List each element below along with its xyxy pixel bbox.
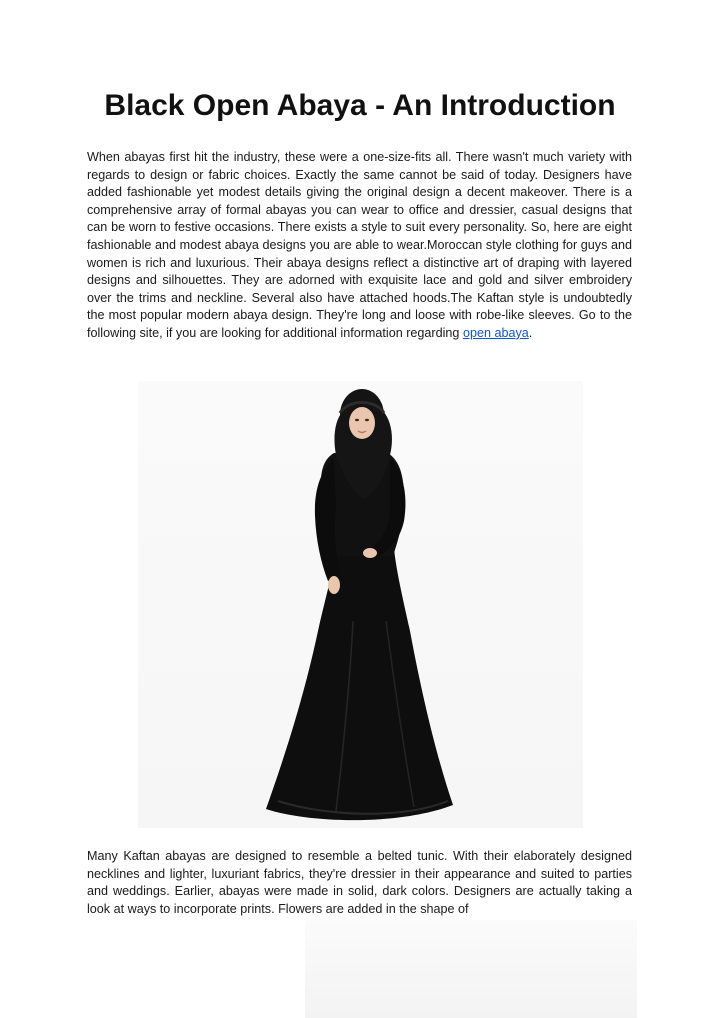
intro-paragraph-text: When abayas first hit the industry, these were a one-size-fits all. There wasn't much variety with regards to design or fabric choices. Exactly the same cannot be said of today. Designers have added fashionable yet modest details giving the original design a decent makeover. There is a comprehensive array of formal abayas you can wear to office and dressier, casual designs that can be worn to festive occasions. There exists a style to suit every personality. So, here are eight fashionable and modest abaya designs you are able to wear.Moroccan style clothing for guys and women is rich and luxurious. Their abaya designs reflect a distinctive art of draping with layered designs and silhouettes. They are adorned with exquisite lace and gold and silver embroidery over the trims and neckline. Several also have attached hoods.The Kaftan style is undoubtedly the most popular modern abaya design. They're long and loose with robe-like sleeves. Go to the following site, if you are looking for additional information regarding [87,150,632,340]
right-hand [363,548,377,558]
abaya-model-photo [138,381,583,828]
bottom-image-fragment [305,920,637,1018]
model-face [349,407,375,439]
abaya-model-illustration [138,381,583,828]
page-title: Black Open Abaya - An Introduction [104,89,616,122]
abaya-skirt [266,531,453,820]
intro-paragraph [87,149,632,343]
open-abaya-link[interactable]: open abaya [462,325,529,340]
kaftan-paragraph: Many Kaftan abayas are designed to resemble a belted tunic. With their elaborately designed necklines and lighter, luxuriant fabrics, they're dressier in their appearance and suited to parties and weddings. Earlier, abayas were made in solid, dark colors. Designers are actually taking a look at ways to incorporate prints. Flowers are added in the shape of [87,849,632,916]
left-hand [328,576,340,594]
intro-paragraph-end: . [528,325,533,340]
